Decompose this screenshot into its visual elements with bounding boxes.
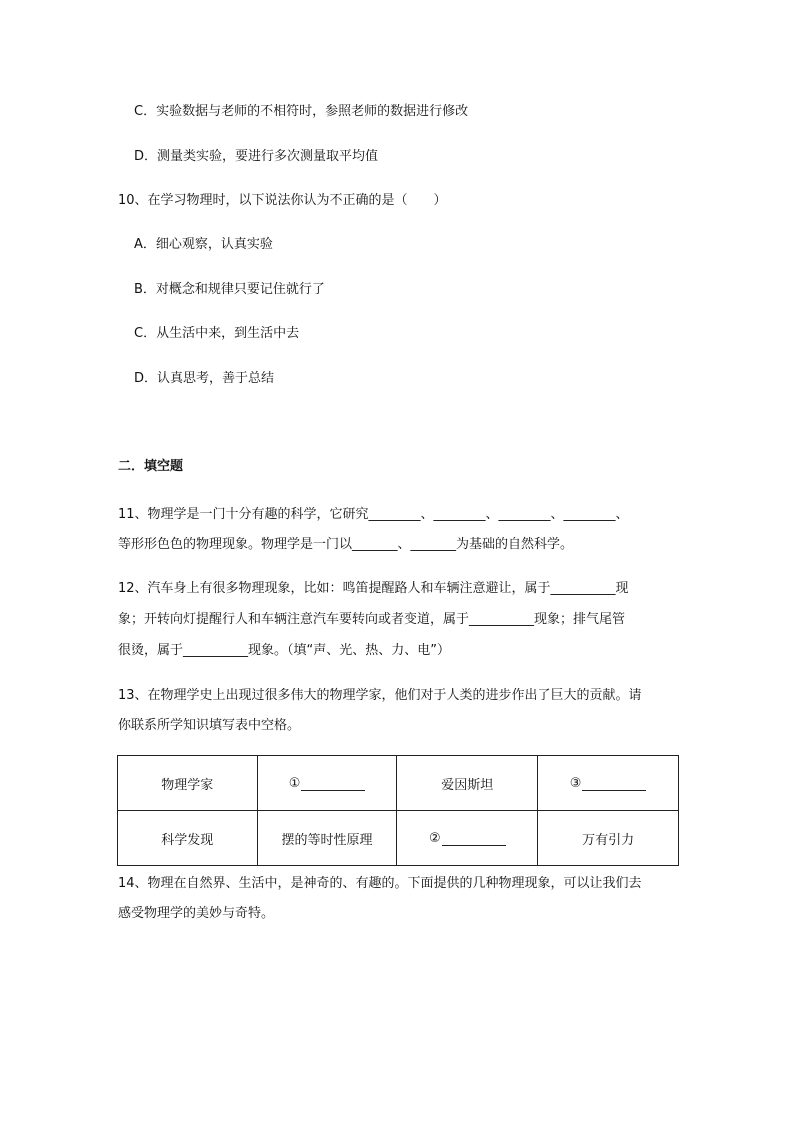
- blank-line: [301, 776, 365, 791]
- table-cell-blank: [397, 811, 538, 866]
- blank-marker: ③: [569, 775, 582, 791]
- section-title-fill-in: 二．填空题: [118, 459, 184, 474]
- q9-option-d: D．测量类实验，要进行多次测量取平均值: [134, 149, 379, 164]
- table-row: [118, 756, 679, 811]
- q11-line-2: 等形形色色的物理现象。物理学是一门以_______、_______为基础的自然科学。: [118, 537, 574, 552]
- q11-line-1: 11、物理学是一门十分有趣的科学，它研究________、________、________、________、: [118, 507, 629, 522]
- q14-line-1: 14、物理在自然界、生活中，是神奇的、有趣的。下面提供的几种物理现象，可以让我们去: [118, 876, 642, 891]
- table-cell: 万有引力: [538, 811, 679, 866]
- q10-option-d: D．认真思考，善于总结: [134, 371, 275, 386]
- q13-line-2: 你联系所学知识填写表中空格。: [118, 718, 301, 733]
- blank-marker: ②: [428, 830, 441, 846]
- q14-line-2: 感受物理学的美妙与奇特。: [118, 906, 275, 921]
- q9-option-c: C．实验数据与老师的不相符时，参照老师的数据进行修改: [134, 104, 469, 119]
- table-cell: 摆的等时性原理: [257, 811, 397, 866]
- table-cell-blank: [538, 756, 679, 811]
- q10-stem: 10、在学习物理时，以下说法你认为不正确的是（ ）: [118, 193, 447, 208]
- q12-line-3: 很烫，属于__________现象。（填“声、光、热、力、电”）: [118, 643, 450, 658]
- table-row: [118, 811, 679, 866]
- table-cell: 物理学家: [118, 756, 258, 811]
- table-cell: 科学发现: [118, 811, 258, 866]
- q12-line-1: 12、汽车身上有很多物理现象，比如：鸣笛提醒路人和车辆注意避让，属于__________现: [118, 581, 629, 596]
- blank-line: [442, 831, 506, 846]
- table-cell-blank: [257, 756, 397, 811]
- table-cell: 爱因斯坦: [397, 756, 538, 811]
- q10-option-b: B．对概念和规律只要记住就行了: [134, 282, 325, 297]
- q13-line-1: 13、在物理学史上出现过很多伟大的物理学家，他们对于人类的进步作出了巨大的贡献。请: [118, 688, 642, 703]
- physicists-table: [117, 755, 679, 866]
- blank-line: [582, 776, 646, 791]
- q10-option-c: C．从生活中来，到生活中去: [134, 326, 300, 341]
- blank-marker: ①: [288, 775, 301, 791]
- q12-line-2: 象；开转向灯提醒行人和车辆注意汽车要转向或者变道，属于__________现象；排气尾管: [118, 612, 626, 627]
- q10-option-a: A．细心观察，认真实验: [134, 237, 273, 252]
